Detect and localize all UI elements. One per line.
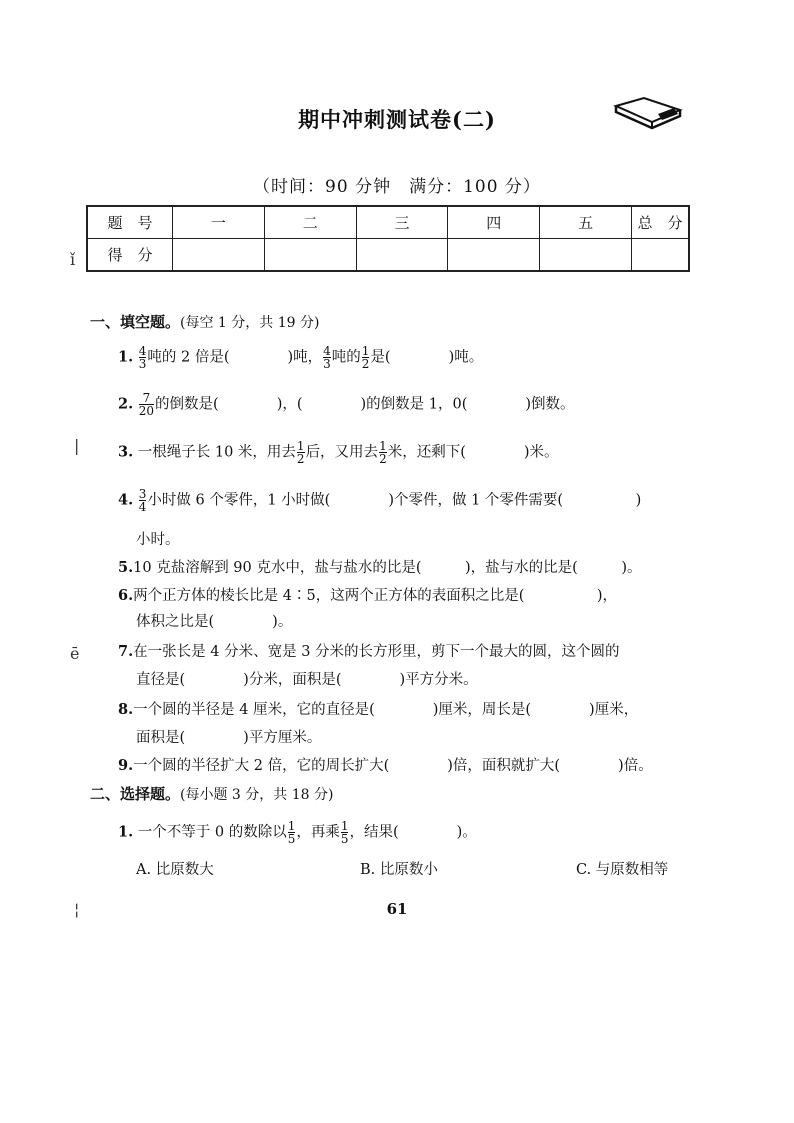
- fraction: [341, 820, 349, 845]
- question-number: 6.: [118, 587, 134, 604]
- question-2: [118, 392, 575, 417]
- question-number: 2.: [118, 395, 134, 413]
- page-title: 期中冲刺测试卷(二): [298, 107, 496, 132]
- denominator: 4: [138, 500, 147, 514]
- option-a[interactable]: A. 比原数大: [136, 862, 214, 878]
- question-text: 米，还剩下( )米。: [387, 444, 559, 461]
- question-4: [118, 488, 641, 513]
- margin-mark: ē: [70, 644, 80, 663]
- section-heading: [90, 784, 333, 805]
- table-row: [87, 206, 689, 239]
- numerator: 4: [138, 344, 147, 358]
- question-4-cont: 小时。: [136, 532, 180, 548]
- question-text: 吨的 2 倍是( )吨，: [147, 349, 323, 366]
- question-7: [118, 642, 620, 662]
- table-row: [87, 239, 689, 272]
- table-cell: 得 分: [87, 239, 173, 272]
- question-text: ，再乘: [296, 824, 340, 841]
- fraction: [139, 488, 147, 513]
- table-cell: 一: [173, 206, 265, 239]
- question-number: 4.: [118, 491, 134, 509]
- denominator: 3: [138, 357, 147, 371]
- denominator: 3: [323, 357, 331, 371]
- table-cell: 二: [264, 206, 356, 239]
- denominator: 2: [296, 452, 305, 466]
- question-8-cont: 面积是( )平方厘米。: [136, 730, 322, 746]
- question-text: 10 克盐溶解到 90 克水中，盐与盐水的比是( )，盐与水的比是( )。: [133, 560, 642, 576]
- question-6-cont: 体积之比是( )。: [136, 614, 293, 630]
- fraction: [139, 345, 147, 370]
- table-cell: 五: [540, 206, 632, 239]
- table-cell: 总 分: [632, 206, 690, 239]
- score-input-cell[interactable]: [173, 239, 265, 272]
- page-number: 61: [386, 900, 408, 918]
- question-1: [118, 345, 483, 370]
- score-input-cell[interactable]: [448, 239, 540, 272]
- margin-mark: ǐ: [70, 250, 76, 269]
- question-text: 两个正方体的棱长比是 4∶5，这两个正方体的表面积之比是( )，: [133, 588, 618, 604]
- score-input-cell[interactable]: [632, 239, 690, 272]
- question-text: 一个圆的半径是 4 厘米，它的直径是( )厘米，周长是( )厘米，: [133, 702, 639, 718]
- denominator: 5: [340, 832, 349, 846]
- question-text: 后，又用去: [305, 444, 379, 461]
- section-heading: [90, 312, 319, 333]
- option-c[interactable]: C. 与原数相等: [576, 862, 669, 878]
- numerator: 3: [138, 487, 147, 501]
- section-note: (每空 1 分，共 19 分): [180, 315, 320, 331]
- section-note: (每小题 3 分，共 18 分): [180, 787, 334, 803]
- denominator: 5: [287, 832, 296, 846]
- question-text: 一个不等于 0 的数除以: [137, 824, 287, 841]
- denominator: 2: [361, 357, 370, 371]
- question-text: 一个圆的半径扩大 2 倍，它的周长扩大( )倍，面积就扩大( )倍。: [133, 758, 653, 774]
- margin-mark: ¦: [74, 900, 80, 919]
- table-cell: 三: [356, 206, 448, 239]
- question-number: 1.: [118, 348, 134, 366]
- numerator: 1: [379, 439, 387, 453]
- table-cell: 四: [448, 206, 540, 239]
- question-6: [118, 586, 617, 606]
- numerator: 1: [361, 344, 370, 358]
- score-input-cell[interactable]: [264, 239, 356, 272]
- question-5: [118, 558, 642, 578]
- denominator: 20: [138, 404, 155, 418]
- choice-question-1: [118, 820, 477, 845]
- score-input-cell[interactable]: [356, 239, 448, 272]
- score-input-cell[interactable]: [540, 239, 632, 272]
- question-7-cont: 直径是( )分米，面积是( )平方分米。: [136, 672, 478, 688]
- book-icon: [612, 96, 686, 134]
- fraction: [288, 820, 296, 845]
- question-3: [118, 440, 559, 465]
- question-text: 是( )吨。: [370, 349, 484, 366]
- section-title: 二、选择题。: [90, 785, 181, 803]
- fraction: [297, 440, 305, 465]
- question-text: 的倒数是( )，( )的倒数是 1，0( )倒数。: [155, 396, 575, 413]
- question-number: 8.: [118, 701, 134, 718]
- question-number: 5.: [118, 559, 134, 576]
- question-number: 9.: [118, 757, 134, 774]
- question-9: [118, 756, 653, 776]
- table-cell: 题 号: [87, 206, 173, 239]
- question-text: 吨的: [331, 349, 361, 366]
- numerator: 1: [296, 439, 305, 453]
- fraction: [323, 345, 331, 370]
- option-b[interactable]: B. 比原数小: [360, 862, 438, 878]
- numerator: 1: [340, 819, 349, 833]
- section-title: 一、填空题。: [90, 313, 181, 331]
- numerator: 7: [142, 391, 151, 405]
- margin-mark: |: [74, 436, 80, 455]
- question-text: 小时做 6 个零件，1 小时做( )个零件，做 1 个零件需要( ): [147, 492, 642, 509]
- fraction: [379, 440, 387, 465]
- question-text: 一根绳子长 10 米，用去: [137, 444, 296, 461]
- denominator: 2: [379, 452, 387, 466]
- question-number: 1.: [118, 823, 134, 841]
- question-number: 7.: [118, 643, 134, 660]
- score-table: [86, 205, 690, 272]
- numerator: 1: [287, 819, 296, 833]
- fraction: [139, 392, 154, 417]
- question-8: [118, 700, 638, 720]
- exam-info: （时间：90 分钟 满分：100 分）: [253, 177, 541, 197]
- question-text: 在一张长是 4 分米、宽是 3 分米的长方形里，剪下一个最大的圆，这个圆的: [133, 644, 620, 660]
- fraction: [362, 345, 370, 370]
- question-text: ，结果( )。: [349, 824, 477, 841]
- question-number: 3.: [118, 443, 134, 461]
- numerator: 4: [323, 344, 331, 358]
